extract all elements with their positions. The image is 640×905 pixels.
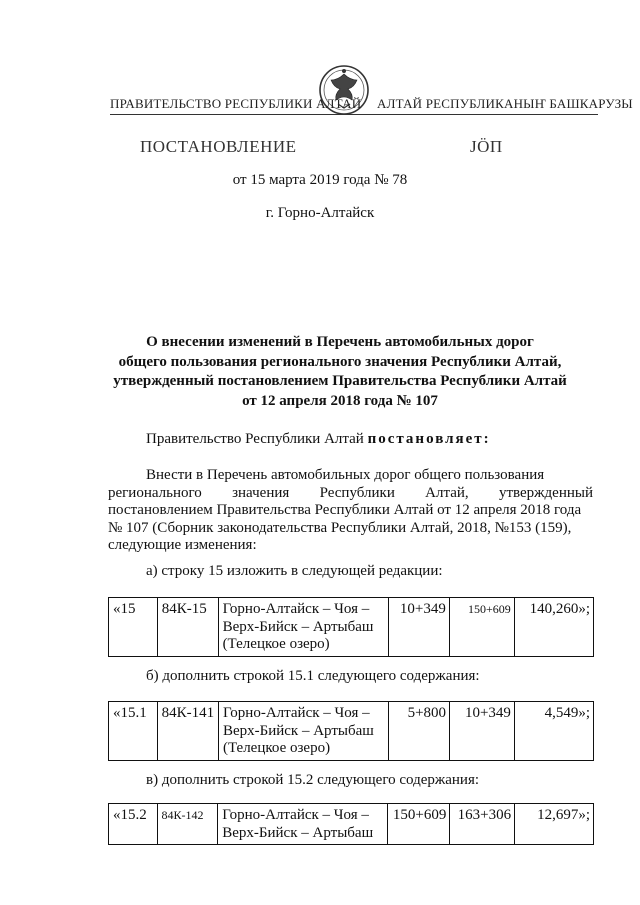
header-divider — [110, 114, 598, 115]
road-name-line: Верх-Бийск – Артыбаш — [222, 618, 374, 635]
road-code: 84К-141 — [157, 702, 218, 761]
document-date: от 15 марта 2019 года № 78 — [232, 172, 408, 188]
paragraph-line: постановлением Правительства Республики Алтай от 12 апреля 2018 года — [108, 502, 582, 518]
paragraph-word: регионального — [108, 484, 202, 501]
paragraph-line — [108, 467, 593, 485]
road-name-line: (Телецкое озеро) — [222, 636, 330, 652]
main-paragraph — [108, 467, 593, 555]
paragraph-line-text: Внести в Перечень автомобильных дорог общего пользования — [146, 467, 545, 483]
row-number: «15.1 — [109, 702, 158, 761]
table-row — [109, 702, 594, 761]
road-length: 4,549»; — [514, 702, 593, 761]
preamble-decree-word: постановляет: — [367, 431, 491, 447]
header-org-name-ru: ПРАВИТЕЛЬСТВО РЕСПУБЛИКИ АЛТАЙ — [110, 96, 362, 111]
doc-type-ru: ПОСТАНОВЛЕНИЕ — [140, 137, 297, 156]
doc-type-alt: ЈӦП — [470, 137, 503, 156]
road-name-line: Верх-Бийск – Артыбаш — [222, 824, 374, 841]
paragraph-line — [108, 485, 593, 503]
document-city: г. Горно-Алтайск — [265, 205, 375, 221]
road-code: 84К-15 — [157, 598, 218, 657]
amendment-heading-c: в) дополнить строкой 15.2 следующего содержания: — [146, 772, 480, 788]
road-table-b — [108, 701, 594, 761]
km-end: 150+609 — [449, 598, 514, 657]
road-name — [218, 702, 388, 761]
title-line: О внесении изменений в Перечень автомобильных дорог — [146, 334, 534, 350]
road-name-line: (Телецкое озеро) — [222, 740, 331, 756]
row-number: «15.2 — [109, 804, 158, 845]
preamble — [146, 431, 491, 448]
amendment-heading-a: а) строку 15 изложить в следующей редакции: — [146, 563, 443, 579]
road-name-line: Горно-Алтайск – Чоя – — [222, 807, 369, 823]
km-end: 163+306 — [450, 804, 515, 845]
road-code: 84К-142 — [157, 804, 218, 845]
paragraph-word: Алтай, — [425, 484, 469, 501]
paragraph-line: следующие изменения: — [108, 537, 257, 553]
paragraph-line: № 107 (Сборник законодательства Республики Алтай, 2018, №153 (159), — [108, 519, 572, 536]
road-name-line: Горно-Алтайск – Чоя – — [222, 601, 370, 617]
title-line: от 12 апреля 2018 года № 107 — [242, 392, 438, 409]
road-name — [218, 804, 388, 845]
road-length: 140,260»; — [514, 598, 593, 657]
preamble-text: Правительство Республики Алтай — [146, 431, 368, 447]
paragraph-word: Республики — [319, 484, 395, 501]
road-table-c — [108, 803, 594, 845]
table-row — [109, 598, 594, 657]
title-line: общего пользования регионального значения Республики Алтай, — [118, 353, 562, 370]
km-start: 5+800 — [389, 702, 450, 761]
amendment-heading-b: б) дополнить строкой 15.1 следующего содержания: — [146, 668, 480, 684]
paragraph-word: утвержденный — [498, 484, 593, 501]
km-start: 10+349 — [389, 598, 450, 657]
road-length: 12,697»; — [515, 804, 594, 845]
row-number: «15 — [109, 598, 158, 657]
road-table-a — [108, 597, 594, 657]
paragraph-word: значения — [232, 484, 290, 501]
km-end: 10+349 — [450, 702, 515, 761]
table-row — [109, 804, 594, 845]
road-name — [218, 598, 388, 657]
road-name-line: Верх-Бийск – Артыбаш — [222, 722, 374, 739]
road-name-line: Горно-Алтайск – Чоя – — [222, 705, 370, 721]
document-title — [80, 333, 600, 411]
title-line: утвержденный постановлением Правительства Республики Алтай — [113, 373, 567, 389]
header-org-name-alt: АЛТАЙ РЕСПУБЛИКАНЫҤ БАШКАРУЗЫ — [377, 96, 633, 111]
km-start: 150+609 — [388, 804, 450, 845]
